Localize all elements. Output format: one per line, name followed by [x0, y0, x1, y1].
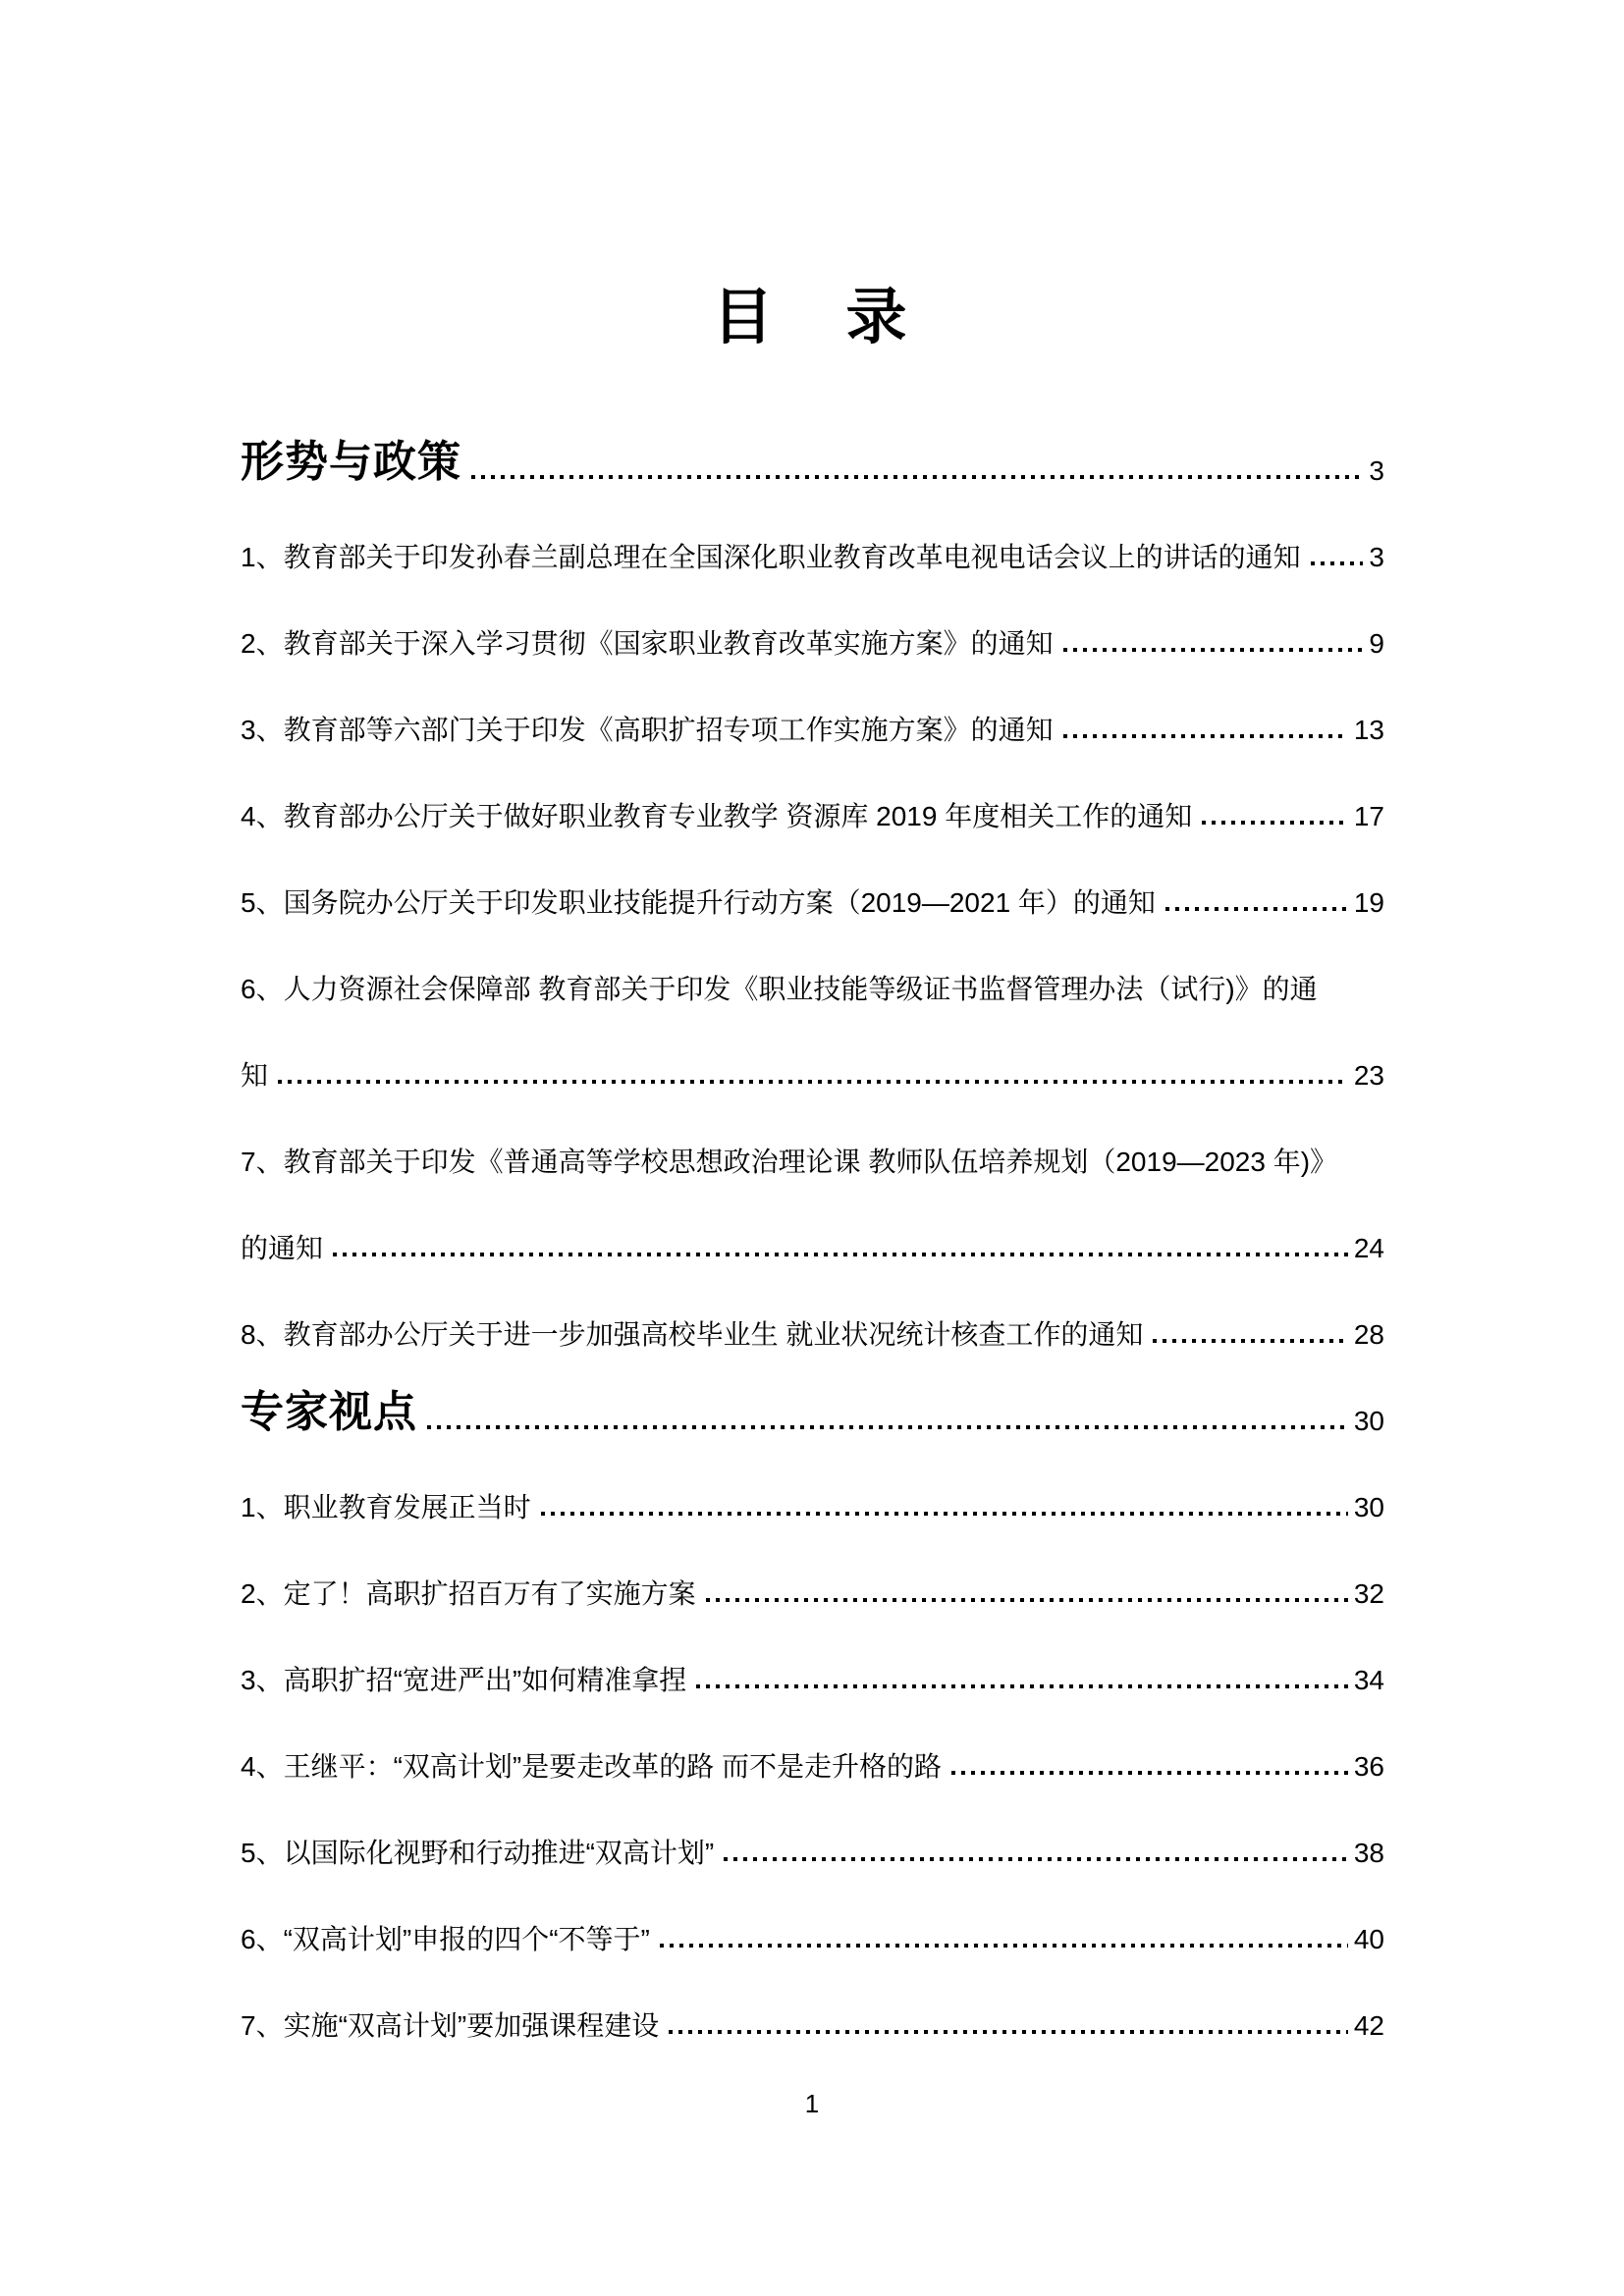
- dot-leader: [660, 1944, 1348, 1948]
- toc-entry-text: 1、职业教育发展正当时: [241, 1491, 531, 1522]
- toc-page-number: 28: [1353, 1318, 1384, 1350]
- dot-leader: [278, 1080, 1348, 1084]
- toc-page-number: 30: [1353, 1405, 1384, 1436]
- toc-entry[interactable]: [241, 600, 1384, 686]
- toc-entry[interactable]: [241, 1723, 1384, 1809]
- page-number-footer: 1: [804, 2089, 820, 2118]
- dot-leader: [1311, 561, 1364, 565]
- toc-entry[interactable]: [241, 1291, 1384, 1377]
- dot-leader: [706, 1598, 1348, 1602]
- toc-section-heading[interactable]: [241, 1377, 1384, 1464]
- toc-entry[interactable]: [241, 1550, 1384, 1636]
- toc-section-text: 形势与政策: [241, 437, 461, 486]
- toc-entry-text: 5、国务院办公厅关于印发职业技能提升行动方案（2019—2021 年）的通知: [241, 886, 1156, 918]
- toc-entry[interactable]: [241, 1809, 1384, 1896]
- toc-page-number: 40: [1353, 1923, 1384, 1954]
- toc-page-number: 19: [1353, 886, 1384, 918]
- toc-entry-text: 4、王继平：“双高计划”是要走改革的路 而不是走升格的路: [241, 1750, 943, 1782]
- toc-entry-text: 的通知: [241, 1232, 324, 1263]
- dot-leader: [951, 1771, 1348, 1775]
- toc-page-number: 3: [1369, 541, 1384, 572]
- dot-leader: [669, 2030, 1348, 2034]
- toc-entry[interactable]: [241, 513, 1384, 600]
- toc-entry-text: 4、教育部办公厅关于做好职业教育专业教学 资源库 2019 年度相关工作的通知: [241, 800, 1193, 831]
- toc-content: [241, 0, 1384, 2068]
- toc-page-number: 36: [1353, 1750, 1384, 1782]
- toc-entry-text: 知: [241, 1059, 269, 1091]
- toc-entry[interactable]: [241, 686, 1384, 773]
- toc-entry[interactable]: [241, 1636, 1384, 1723]
- toc-entry[interactable]: [241, 1464, 1384, 1550]
- toc-page-number: 32: [1353, 1577, 1384, 1609]
- toc-page-number: 38: [1353, 1837, 1384, 1868]
- toc-entry-text: 7、实施“双高计划”要加强课程建设: [241, 2009, 660, 2041]
- toc-entry-text: 2、定了！高职扩招百万有了实施方案: [241, 1577, 696, 1609]
- toc-page-number: 13: [1353, 714, 1384, 745]
- dot-leader: [724, 1857, 1348, 1861]
- dot-leader: [471, 475, 1363, 479]
- toc-entry[interactable]: [241, 1896, 1384, 1982]
- toc-page-number: 23: [1353, 1059, 1384, 1091]
- dot-leader: [1165, 907, 1348, 911]
- toc-entry[interactable]: [241, 1982, 1384, 2068]
- table-of-contents: [241, 427, 1384, 2068]
- dot-leader: [1063, 648, 1364, 652]
- toc-section-text: 专家视点: [241, 1387, 417, 1436]
- dot-leader: [1153, 1339, 1347, 1343]
- toc-page-number: 34: [1353, 1664, 1384, 1695]
- toc-page-number: 3: [1369, 454, 1384, 486]
- toc-entry-text: 1、教育部关于印发孙春兰副总理在全国深化职业教育改革电视电话会议上的讲话的通知: [241, 541, 1301, 572]
- toc-page-number: 9: [1369, 627, 1384, 659]
- toc-entry-text: 2、教育部关于深入学习贯彻《国家职业教育改革实施方案》的通知: [241, 627, 1054, 659]
- toc-entry[interactable]: [241, 773, 1384, 859]
- toc-entry-text: 8、教育部办公厅关于进一步加强高校毕业生 就业状况统计核查工作的通知: [241, 1318, 1144, 1350]
- dot-leader: [1202, 821, 1348, 825]
- toc-entry-text: 3、教育部等六部门关于印发《高职扩招专项工作实施方案》的通知: [241, 714, 1054, 745]
- page-title: 目 录: [712, 284, 913, 351]
- toc-page-number: 17: [1353, 800, 1384, 831]
- toc-page-number: 42: [1353, 2009, 1384, 2041]
- toc-entry-continuation[interactable]: [241, 1032, 1384, 1118]
- toc-entry[interactable]: [241, 859, 1384, 945]
- toc-entry-text: 5、以国际化视野和行动推进“双高计划”: [241, 1837, 715, 1868]
- toc-page-number: 30: [1353, 1491, 1384, 1522]
- toc-entry-continuation[interactable]: [241, 1204, 1384, 1291]
- toc-section-heading[interactable]: [241, 427, 1384, 513]
- dot-leader: [427, 1425, 1348, 1429]
- toc-page-number: 24: [1353, 1232, 1384, 1263]
- dot-leader: [333, 1253, 1348, 1256]
- toc-entry-first-line[interactable]: [241, 945, 1384, 1032]
- toc-entry-text: 3、高职扩招“宽进严出”如何精准拿捏: [241, 1664, 687, 1695]
- dot-leader: [541, 1512, 1348, 1516]
- toc-entry-text: 6、人力资源社会保障部 教育部关于印发《职业技能等级证书监督管理办法（试行)》的通: [241, 973, 1318, 1004]
- dot-leader: [1063, 734, 1348, 738]
- dot-leader: [696, 1684, 1348, 1688]
- toc-entry-text: 6、“双高计划”申报的四个“不等于”: [241, 1923, 650, 1954]
- toc-entry-first-line[interactable]: [241, 1118, 1384, 1204]
- toc-entry-text: 7、教育部关于印发《普通高等学校思想政治理论课 教师队伍培养规划（2019—2023 年)》: [241, 1146, 1338, 1177]
